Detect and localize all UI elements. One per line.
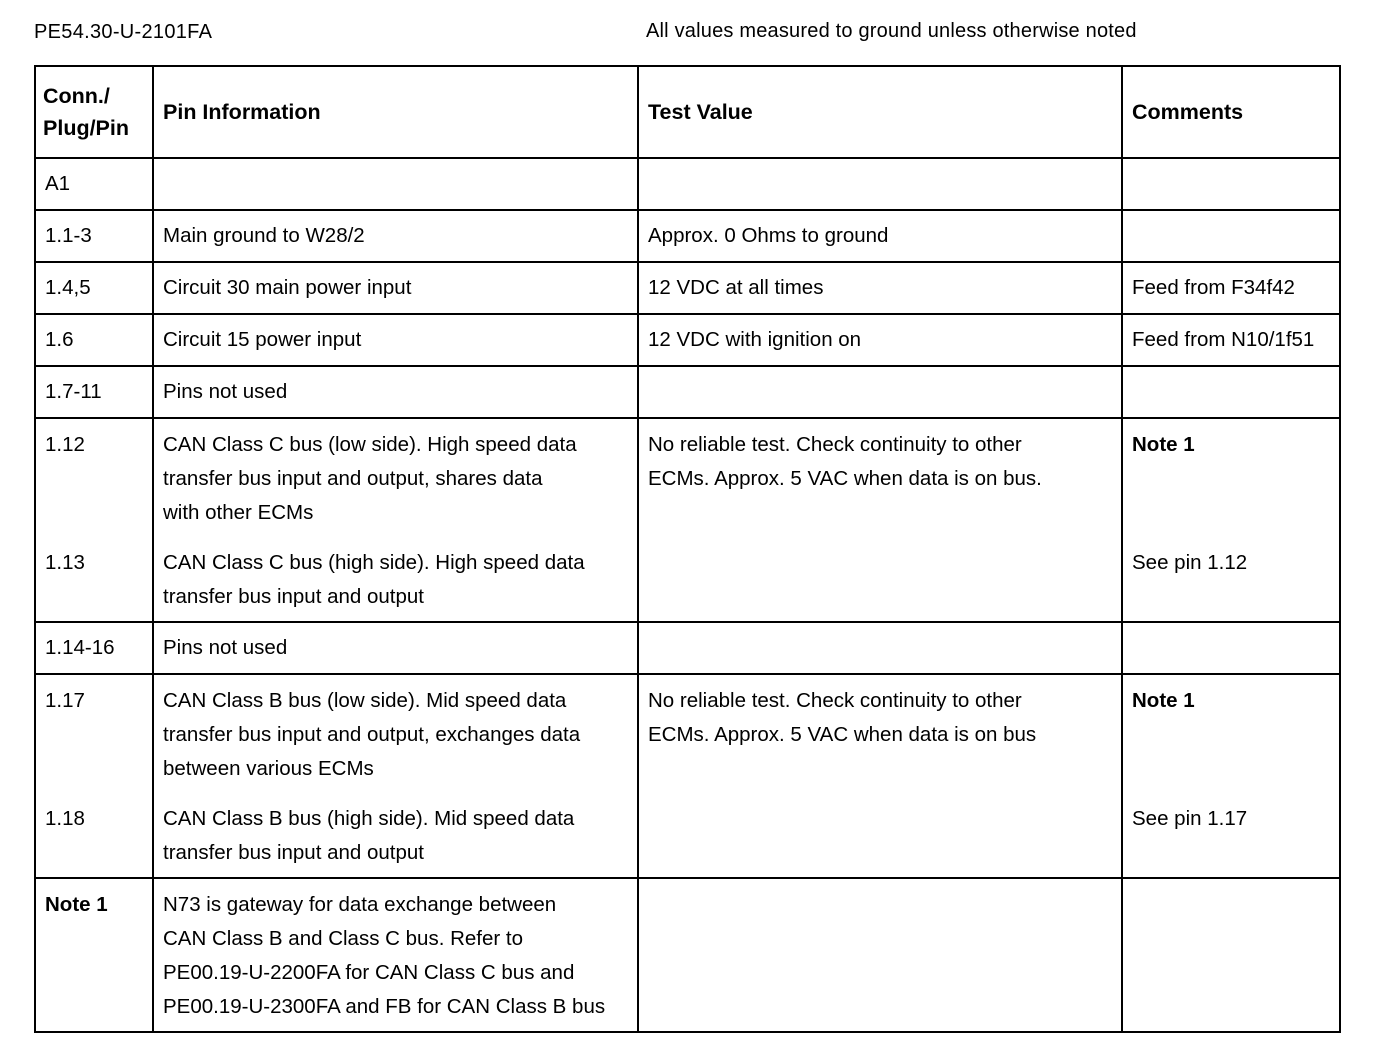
column-header-comments: Comments (1122, 66, 1340, 158)
pin-info-line: transfer bus input and output, exchanges data (163, 723, 581, 746)
pin-cell: 1.1-3 (35, 210, 153, 262)
spacer (1132, 530, 1331, 546)
table-row (35, 878, 1340, 1032)
test-value-cell (638, 366, 1122, 418)
measurement-note: All values measured to ground unless otherwise noted (646, 20, 1137, 42)
column-header-conn-line1: Conn./ (43, 84, 110, 108)
pin-info-line: between various ECMs (163, 757, 374, 780)
table-header-row (35, 66, 1340, 158)
test-value-cell: 12 VDC at all times (638, 262, 1122, 314)
pin-info-line: with other ECMs (163, 501, 314, 524)
comment-note-ref: Note 1 (1132, 689, 1195, 712)
pin-cell (35, 674, 153, 878)
spacer (45, 786, 144, 802)
test-value-cell (638, 622, 1122, 674)
comment-cell: Feed from F34f42 (1122, 262, 1340, 314)
pin-label: 1.18 (45, 807, 85, 830)
test-value-line: ECMs. Approx. 5 VAC when data is on bus (648, 723, 1037, 746)
test-value-cell: 12 VDC with ignition on (638, 314, 1122, 366)
spacer (45, 530, 144, 546)
comment-cell (1122, 418, 1340, 622)
pin-cell: 1.7-11 (35, 366, 153, 418)
pin-cell (35, 418, 153, 622)
note-line: N73 is gateway for data exchange between (163, 893, 557, 916)
test-value-line: ECMs. Approx. 5 VAC when data is on bus. (648, 467, 1042, 490)
comment-note-ref: Note 1 (1132, 433, 1195, 456)
comment-text: See pin 1.17 (1132, 807, 1248, 830)
spacer (163, 530, 629, 546)
pin-info-cell: Pins not used (153, 622, 638, 674)
document-id: PE54.30-U-2101FA (34, 21, 213, 43)
test-value-cell (638, 418, 1122, 622)
note-line: CAN Class B and Class C bus. Refer to (163, 927, 524, 950)
pin-info-cell (153, 674, 638, 878)
pin-info-cell (153, 418, 638, 622)
table-row (35, 158, 1340, 210)
pin-info-line: transfer bus input and output, shares data (163, 467, 543, 490)
comment-cell (1122, 366, 1340, 418)
comment-cell (1122, 210, 1340, 262)
pin-cell: A1 (35, 158, 153, 210)
test-value-cell: Approx. 0 Ohms to ground (638, 210, 1122, 262)
comment-text: See pin 1.12 (1132, 551, 1248, 574)
pin-info-line: CAN Class C bus (high side). High speed data (163, 551, 585, 574)
test-value-cell (638, 158, 1122, 210)
column-header-conn-line2: Plug/Pin (43, 116, 129, 140)
comment-cell (1122, 622, 1340, 674)
test-value-line: No reliable test. Check continuity to other (648, 689, 1022, 712)
pin-info-line: CAN Class B bus (low side). Mid speed data (163, 689, 567, 712)
pin-info-cell (153, 158, 638, 210)
pin-info-line: CAN Class C bus (low side). High speed data (163, 433, 577, 456)
table-row (35, 314, 1340, 366)
pin-cell: 1.4,5 (35, 262, 153, 314)
comment-cell (1122, 158, 1340, 210)
note-label-cell: Note 1 (35, 878, 153, 1032)
table-row (35, 622, 1340, 674)
pin-info-line: transfer bus input and output (163, 585, 424, 608)
pin-info-line: CAN Class B bus (high side). Mid speed data (163, 807, 575, 830)
table-row (35, 366, 1340, 418)
comment-cell (1122, 878, 1340, 1032)
pin-label: 1.12 (45, 433, 85, 456)
pin-info-line: transfer bus input and output (163, 841, 424, 864)
pin-table (34, 65, 1341, 1033)
table-row (35, 262, 1340, 314)
pin-cell: 1.6 (35, 314, 153, 366)
comment-cell: Feed from N10/1f51 (1122, 314, 1340, 366)
pin-label: 1.17 (45, 689, 85, 712)
spacer (1132, 786, 1331, 802)
pin-info-cell: Circuit 30 main power input (153, 262, 638, 314)
table-row (35, 418, 1340, 622)
column-header-conn (35, 66, 153, 158)
column-header-test-value: Test Value (638, 66, 1122, 158)
test-value-cell (638, 878, 1122, 1032)
table-row (35, 210, 1340, 262)
pin-cell: 1.14-16 (35, 622, 153, 674)
pin-info-cell: Main ground to W28/2 (153, 210, 638, 262)
test-value-line: No reliable test. Check continuity to other (648, 433, 1022, 456)
table-row (35, 674, 1340, 878)
pin-info-cell: Pins not used (153, 366, 638, 418)
note-line: PE00.19-U-2300FA and FB for CAN Class B bus (163, 995, 606, 1018)
spacer (163, 786, 629, 802)
comment-cell (1122, 674, 1340, 878)
note-text-cell (153, 878, 638, 1032)
column-header-pin-information: Pin Information (153, 66, 638, 158)
test-value-cell (638, 674, 1122, 878)
pin-label: 1.13 (45, 551, 85, 574)
pin-info-cell: Circuit 15 power input (153, 314, 638, 366)
note-line: PE00.19-U-2200FA for CAN Class C bus and (163, 961, 575, 984)
